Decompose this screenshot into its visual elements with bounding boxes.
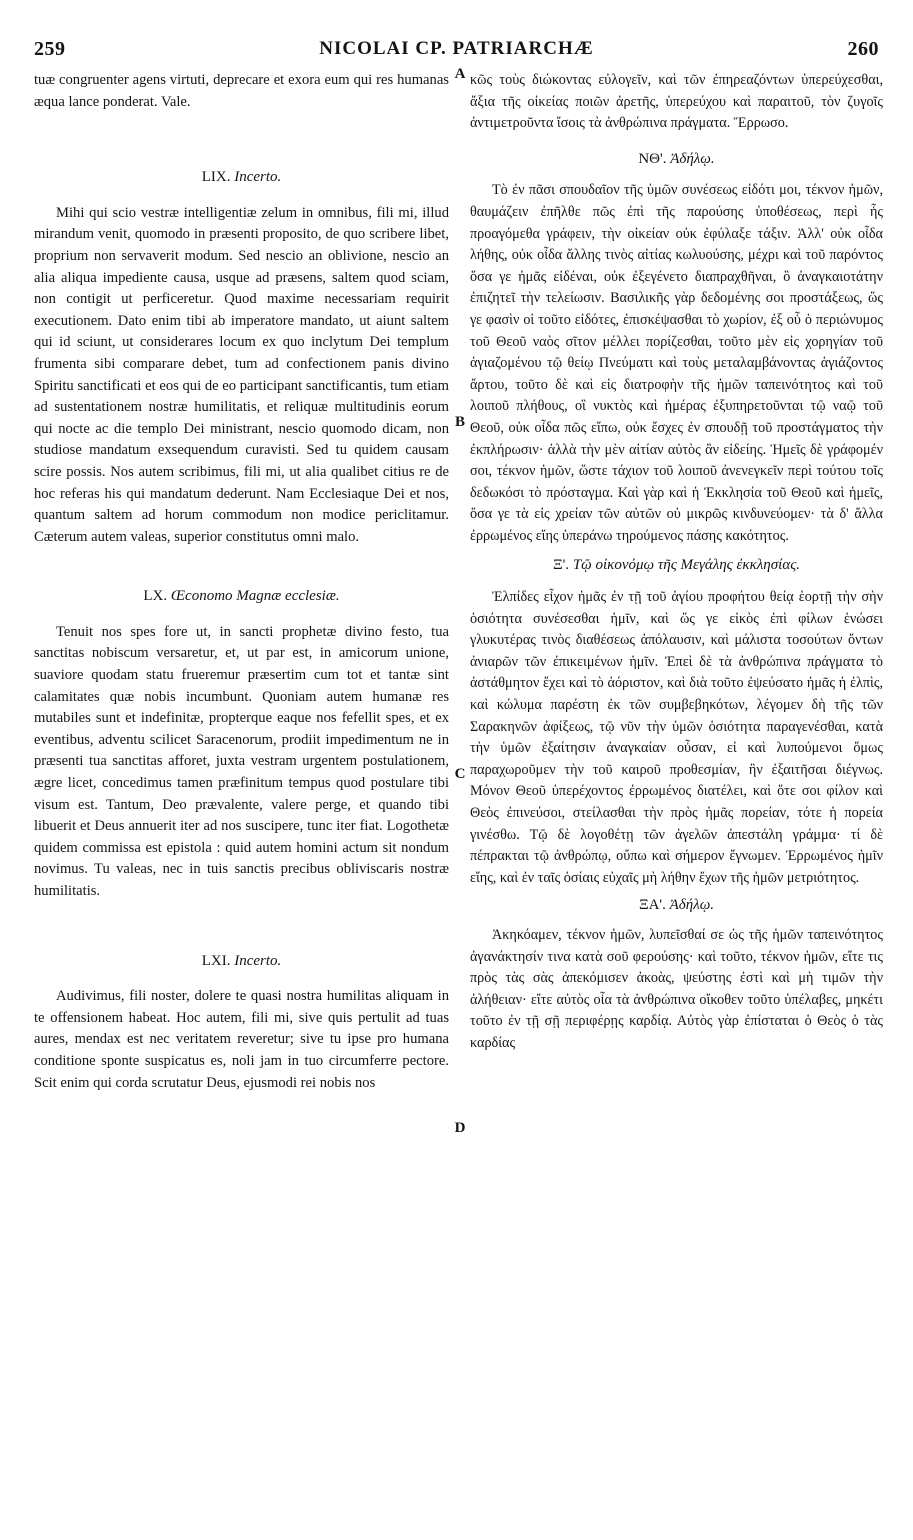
greek-heading-60 [470,555,883,577]
greek-intro-text: κῶς τοὺς διώκοντας εὐλογεῖν, καὶ τῶν ἐπηρεαζόντων ὑπερεύχεσθαι, ἄξια τῆς οἰκείας ποιῶν ἀρετῆς, ὑπερεύχου καὶ παραιτοῦ, τὸν ζυγοῖς ἀντιμετροῦντα ἴσοις τὰ ἀνθρώπινα πράγματα. Ἔρρωσο. [470,72,883,132]
right-page-number: 260 [847,37,879,60]
margin-marker-a: A [454,66,466,82]
greek-heading-61-number: ΞΑ'. [638,897,666,914]
latin-column [34,70,449,1530]
greek-letter-59: Τὸ ἐν πᾶσι σπουδαῖον τῆς ὑμῶν συνέσεως εἰδότι μοι, τέκνον ἡμῶν, θαυμάζειν ἐπῆλθε πῶς ἐπὶ τῆς παρούσης ὑποθέσεως, περὶ ἧς προαγόμεθα γράφειν, τὴν οἰκείαν οὐκ ἐφύλαξε τάξιν. Ἀλλ' οὐκ οἶδα λήθης, οὐκ οἶδα ἄλλης τινὸς αἰτίας κωλυούσης, μέχρι καὶ τοῦ παρόντος ὅσα γε ἡμᾶς εἰδέναι, οὐκ ἐξεγένετο διαπραχθῆναι, ὃ ἀναγκαιοτάτην ἐπιζητεῖ τὴν τελείωσιν. Βασιλικῆς γὰρ δεδομένης σοι προστάξεως, ὥς γε φασὶν οἱ τοῦτο εἰδότες, ἐπισκέψασθαι τὸ χωρίον, ἐξ οὗ ὁ περιώνυμος τοῦ Θεοῦ ναὸς σῖτον μέλλει πορίζεσθαι, τοῦτο μὲν εἰς χορηγίαν τοῦ ἁγιαζομένου τῷ θείῳ Πνεύματι καὶ τοὺς μεταλαμβάνοντας ἁγιάζοντος ἄρτου, τοῦτο δὲ καὶ εἰς διατροφὴν τῆς ἡμῶν ταπεινότητος καὶ τοῦ λοιποῦ πλήθους, οἳ νυκτὸς καὶ ἡμέρας ἐξυπηρετοῦνται τῷ ναῷ τοῦ Θεοῦ, οὐκ οἶδα πῶς εἴπω, οὐκ ἔσχες ἐν σπουδῇ τοῦ προστάγματος τὴν ἐκπλήρωσιν· ἀλλὰ τὴν μὲν αἰτίαν αὐτὸς ἂν εἰδείης. Ἡμεῖς δὲ γράφομέν σοι, τέκνον ἡμῶν, ὥστε τάχιον τοῦ λοιποῦ ἀνενεγκεῖν περὶ τούτου τοῖς δεδωκόσι τὸ πρόσταγμα. Καὶ γὰρ καὶ ἡ Ἐκκλησία τοῦ Θεοῦ καὶ ἡμεῖς, ὅσα γε τὰ εἰς χρείαν τῶν αὐτῶν οὐ μικρῶς κινδυνεύομεν· τὰ δ' ἄλλα ἐρρωμένος εἴης ὑπεράνω τηρούμενος πάσης κακότητος. [470,182,883,544]
left-page-number: 259 [34,37,66,60]
latin-heading-59-number: LIX. [201,169,231,186]
latin-heading-59-addressee: Incerto. [234,169,282,186]
latin-letter-61: Audivimus, fili noster, dolere te quasi nostra humilitas aliquam in te offensionem habeat. Hoc autem, fili mi, sive quis pertulit ad tuas aures, mendax est nec veritatem reveretur; sive tu ipse pro humana conditione sponte suspicatus es, noli jam in tuo circumferre pectore. Scit enim qui corda scrutatur Deus, ejusmodi rei nobis nos [34,988,449,1091]
running-header [34,32,879,66]
greek-heading-59 [470,149,883,171]
margin-marker-b: B [454,414,465,430]
greek-letter-60: Ἐλπίδες εἶχον ἡμᾶς ἐν τῇ τοῦ ἁγίου προφήτου θείᾳ ἑορτῇ τὴν σὴν ὁσιότητα συνέσεσθαι ἡμῖν, καὶ ὥς γε εἰκὸς ἐπὶ φίλων ἑνώσει γλυκυτέρας τινὸς διαθέσεως ἀπόλαυσιν, καὶ μάλιστα τοσούτων ὄντων ἀνιαρῶν τῶν ἐπικειμένων ἡμῖν. Ἐπεὶ δὲ τὰ ἀνθρώπινα πράγματα τὸ ἀστάθμητον ἔχει καὶ τὸ ἀόριστον, καὶ διὰ τοῦτο ἐψεύσατο ἡμᾶς ἡ ἐλπὶς, καὶ κώλυμα παρέστη ἐκ τῶν συμβεβηκότων, λέγομεν δὴ τῆς τῶν Σαρακηνῶν ἀφίξεως, τῷ νῦν τὴν ὑμῶν ὁσιότητα παραγενέσθαι, κατὰ τὴν ὑμῶν ἐξαίτησιν ἀναγκαίαν οὖσαν, εἰ καὶ λυπούμενοι ὅμως παραχωροῦμεν τὴν τοῦ καιροῦ προθεσμίαν, ἣν ἐξαιτῆσαι διέγνως. Μόνον Θεοῦ ὑπερέχοντος ἐρρωμένος διατέλει, καὶ ὅτε σοι φίλον καὶ Θεὸς ἐπινεύσοι, στείλασθαι τὴν πρὸς ἡμᾶς πορείαν, τότε ἡ πορεία γινέσθω. Τῷ δὲ λογοθέτῃ τῶν ἀγελῶν ἀπεστάλη γράμμα· τί δὲ πέπρακται τῷ ἀνθρώπῳ, οὔπω καὶ σήμερον ἔγνωμεν. Ἐρρωμένος ἡμῖν εἴης, καὶ ἐν ταῖς ὁσίαις εὐχαῖς μὴ λήθην ἔχων τῆς ἡμῶν μετριότητος. [470,589,883,886]
greek-heading-59-number: ΝΘ'. [638,150,667,167]
greek-heading-60-addressee: Τῷ οἰκονόμῳ τῆς Μεγάλης ἐκκλησίας. [572,557,801,574]
latin-letter-60: Tenuit nos spes fore ut, in sancti prophetæ divino festo, tua sanctitas nobiscum versaretur, et, ut par est, in amicorum unione, suaviore quodam statu frueremur præsertim cum tot et tantæ sint calamitates quæ nobis incumbunt. Quoniam autem humanæ res mutabiles sunt et indefinitæ, propterque eaque nos fefellit spes, et ex eventibus, adventu scilicet Saracenorum, prodiit impedimentum ne in præsenti tua sanctitas afforet, juxta vestram urgentem postulationem, ægre licet, concedimus tamen præfinitum tempus quod postulare tibi visum est. Tantum, Deo prævalente, valere perge, et quando tibi libuerit et Deus annuerit iter ad nos suscipere, tunc iter fiat. Logothetæ quidem commissa est epistola : quid autem homini actum sit nondum novimus. Tu valeas, nec in tuis sanctis precibus obliviscaris nostræ humilitatis. [34,623,449,899]
greek-heading-61-addressee: Ἀδήλῳ. [669,897,715,914]
margin-marker-d: D [454,1120,466,1136]
running-title: NICOLAI CP. PATRIARCHÆ [319,38,594,59]
latin-heading-60 [34,586,449,608]
latin-intro-text: tuæ congruenter agens virtuti, deprecare et exora eum qui res humanas æqua lance ponderat. Vale. [34,72,449,110]
latin-heading-61-number: LXI. [201,952,231,969]
greek-column [470,70,883,1530]
latin-heading-61 [34,951,449,973]
latin-heading-59 [34,167,449,189]
greek-heading-61 [470,895,883,917]
margin-marker-c: C [454,766,466,782]
greek-letter-61: Ἀκηκόαμεν, τέκνον ἡμῶν, λυπεῖσθαί σε ὡς τῆς ἡμῶν ταπεινότητος ἀγανάκτησίν τινα κατὰ σοῦ φερούσης· καὶ τοῦτο, τέκνον ἡμῶν, εἴτε τις πρὸς τὰς σὰς ἀπεκόμισεν ἀκοὰς, ψεύστης ἐστὶ καὶ μὴ τιμῶν τὴν ἀλήθειαν· εἴτε αὐτὸς οἷα τὰ ἀνθρώπινα οἴκοθεν τοῦτο ὑπέλαβες, μηκέτι τοῦτο ἐν τῇ σῇ περιφέρῃς καρδίᾳ. Αὐτὸς γὰρ ἐπίσταται ὁ Θεὸς ὁ τὰς καρδίας [470,926,883,1051]
latin-letter-59: Mihi qui scio vestræ intelligentiæ zelum in omnibus, fili mi, illud mirandum venit, quomodo in præsenti proposito, de quo scribere libet, proprium non servaverit modum. Sed nescio an oblivione, nescio an alia aliqua impediente causa, usque ad præsens, saltem quod sciam, non contigit ut perficeretur. Quod maxime necessariam requirit executionem. Dato enim tibi ab imperatore mandato, ut aiunt saltem qui id sciunt, ut considerares locum ex quo inclytum Dei templum frumenta sibi comparare debet, tum ad confectionem panis divino Spiritu sanctificati et eos qui de eo participant sanctificantis, tum etiam ad sustentationem nostræ humilitatis, et reliquæ multitudinis eorum qui nocte ac die templo Dei ministrant, nescio quomodo dicam, non studiose mandatum exsequendum curavisti. Sed tu quidem causam scire possis. Nos autem scribimus, fili mi, ut alia qualibet citius re de hoc referas his qui mandatum dederunt. Nam Ecclesiaque Dei et nos, quantum saltem ad horum commodum non modice periclitamur. Cæterum autem valeas, superior constitutus omni malo. [34,204,449,545]
latin-heading-60-number: LX. [143,588,168,605]
latin-heading-60-addressee: Œconomo Magnæ ecclesiæ. [170,588,340,605]
greek-heading-60-number: Ξ'. [552,557,570,574]
greek-heading-59-addressee: Ἀδήλῳ. [670,150,715,167]
latin-heading-61-addressee: Incerto. [234,952,282,969]
